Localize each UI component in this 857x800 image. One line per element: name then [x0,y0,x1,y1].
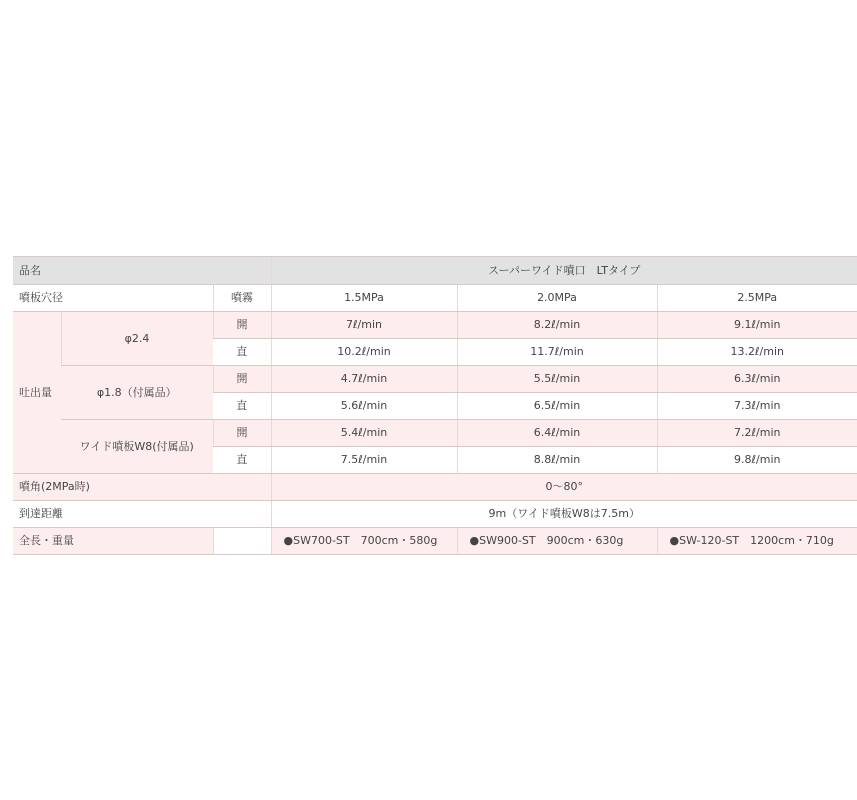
mode-open: 開 [213,420,271,447]
value-cell: 6.3ℓ/min [657,366,857,393]
table-row [13,366,857,393]
model-cell: ●SW700-ST 700cm・580g [271,528,457,555]
model-cell: ●SW900-ST 900cm・630g [457,528,657,555]
value-cell: 4.7ℓ/min [271,366,457,393]
value-cell: 5.6ℓ/min [271,393,457,420]
pressure-2: 2.0MPa [457,285,657,312]
value-cell: 6.4ℓ/min [457,420,657,447]
table-row [13,420,857,447]
product-name: スーパーワイド噴口 LTタイプ [271,257,857,285]
reach-row [13,501,857,528]
reach-value: 9m（ワイド噴板W8は7.5m） [271,501,857,528]
value-cell: 7.5ℓ/min [271,447,457,474]
value-cell: 7ℓ/min [271,312,457,339]
length-weight-label: 全長・重量 [13,528,213,555]
value-cell: 9.8ℓ/min [657,447,857,474]
size-label: φ2.4 [61,312,213,366]
value-cell: 7.3ℓ/min [657,393,857,420]
nozzle-hole-label: 噴板穴径 [13,285,213,312]
mode-straight: 直 [213,447,271,474]
value-cell: 5.4ℓ/min [271,420,457,447]
pressure-1: 1.5MPa [271,285,457,312]
mode-open: 開 [213,312,271,339]
size-label: φ1.8（付属品） [61,366,213,420]
reach-label: 到達距離 [13,501,271,528]
value-cell: 7.2ℓ/min [657,420,857,447]
length-weight-row [13,528,857,555]
value-cell: 8.8ℓ/min [457,447,657,474]
spray-angle-value: 0〜80° [271,474,857,501]
value-cell: 10.2ℓ/min [271,339,457,366]
spec-table [13,256,857,555]
mode-straight: 直 [213,339,271,366]
discharge-label: 吐出量 [13,312,61,474]
product-name-label: 品名 [13,257,271,285]
value-cell: 6.5ℓ/min [457,393,657,420]
model-cell: ●SW-120-ST 1200cm・710g [657,528,857,555]
nozzle-hole-row [13,285,857,312]
value-cell: 9.1ℓ/min [657,312,857,339]
table-row [13,312,857,339]
value-cell: 13.2ℓ/min [657,339,857,366]
mode-straight: 直 [213,393,271,420]
size-label: ワイド噴板W8(付属品) [61,420,213,474]
mode-open: 開 [213,366,271,393]
value-cell: 11.7ℓ/min [457,339,657,366]
spray-angle-row [13,474,857,501]
pressure-3: 2.5MPa [657,285,857,312]
value-cell: 5.5ℓ/min [457,366,657,393]
value-cell: 8.2ℓ/min [457,312,657,339]
header-row [13,257,857,285]
spray-angle-label: 噴角(2MPa時) [13,474,271,501]
blank-cell [213,528,271,555]
spray-label: 噴霧 [213,285,271,312]
